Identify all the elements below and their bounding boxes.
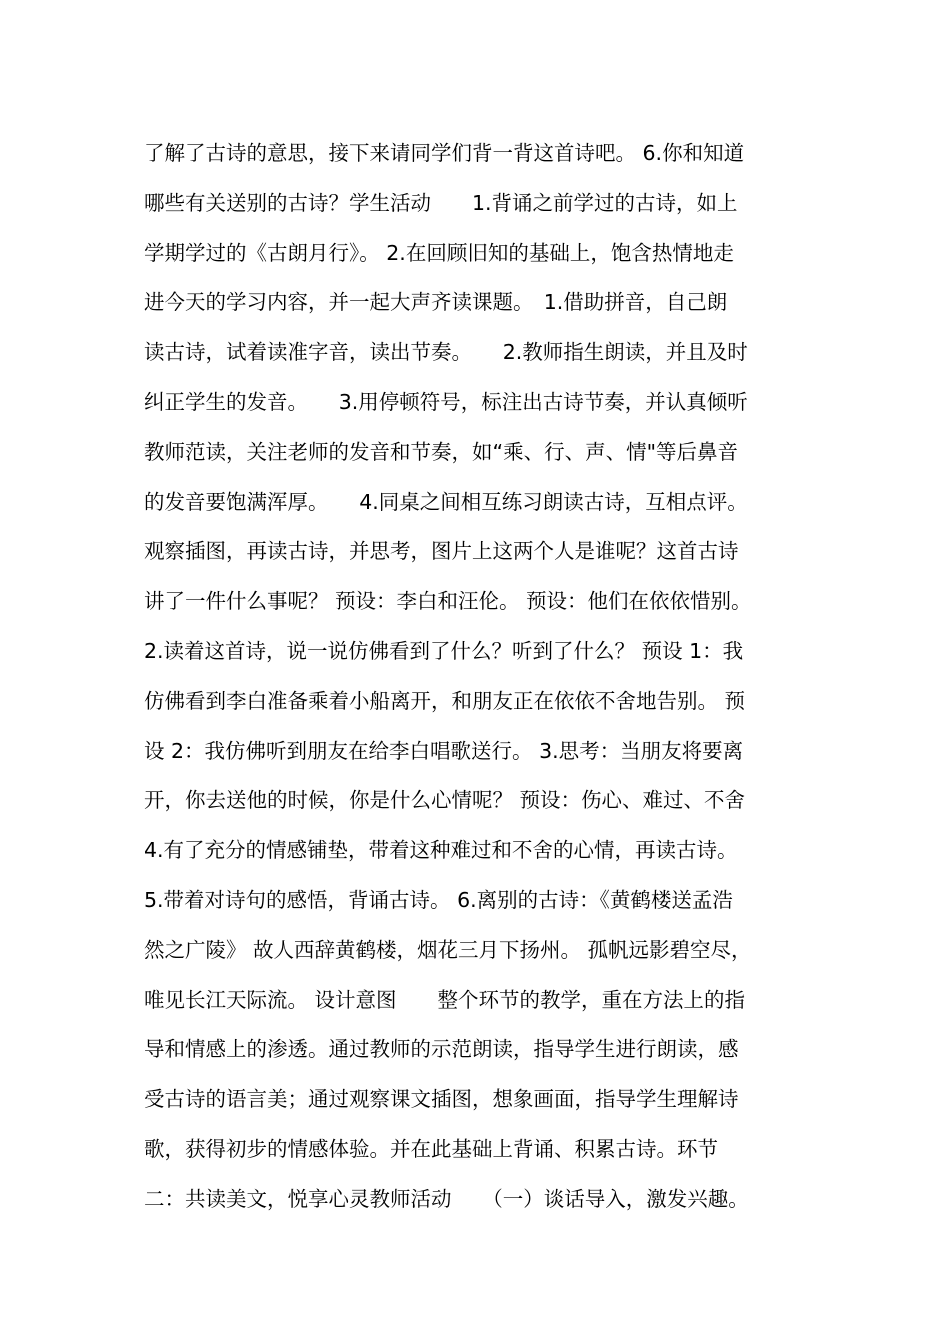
text-line: 歌，获得初步的情感体验。并在此基础上背诵、积累古诗。环节 xyxy=(144,1136,718,1161)
text-line: 受古诗的语言美；通过观察课文插图，想象画面，指导学生理解诗 xyxy=(144,1087,739,1112)
text-line: 进今天的学习内容，并一起大声齐读课题。 1.借助拼音，自己朗 xyxy=(144,290,728,315)
text-line: 导和情感上的渗透。通过教师的示范朗读，指导学生进行朗读，感 xyxy=(144,1037,739,1062)
text-line: 4.有了充分的情感铺垫，带着这种难过和不舍的心情，再读古诗。 xyxy=(144,838,738,863)
text-line: 5.带着对诗句的感悟，背诵古诗。 6.离别的古诗：《黄鹤楼送孟浩 xyxy=(144,887,733,912)
text-line: 观察插图，再读古诗，并思考，图片上这两个人是谁呢？这首古诗 xyxy=(144,539,739,564)
body-text xyxy=(144,129,824,1225)
text-line: 唯见长江天际流。 设计意图 整个环节的教学，重在方法上的指 xyxy=(144,987,746,1012)
text-line: 纠正学生的发音。 3.用停顿符号，标注出古诗节奏，并认真倾听 xyxy=(144,389,748,414)
text-line: 2.读着这首诗，说一说仿佛看到了什么？听到了什么？ 预设 1：我 xyxy=(144,638,744,663)
text-line: 二：共读美文，悦享心灵教师活动 （一）谈话导入，激发兴趣。 xyxy=(144,1186,749,1211)
text-line: 了解了古诗的意思，接下来请同学们背一背这首诗吧。 6.你和知道 xyxy=(144,141,745,165)
text-line: 的发音要饱满浑厚。 4.同桌之间相互练习朗读古诗，互相点评。 xyxy=(144,489,748,514)
text-line: 开，你去送他的时候，你是什么心情呢？ 预设：伤心、难过、不舍 xyxy=(144,788,746,813)
text-line: 设 2：我仿佛听到朋友在给李白唱歌送行。 3.思考：当朋友将要离 xyxy=(144,738,744,763)
text-line: 仿佛看到李白准备乘着小船离开，和朋友正在依依不舍地告别。 预 xyxy=(144,688,746,713)
text-line: 然之广陵》 故人西辞黄鹤楼，烟花三月下扬州。 孤帆远影碧空尽， xyxy=(144,937,752,962)
text-line: 读古诗，试着读准字音，读出节奏。 2.教师指生朗读，并且及时 xyxy=(144,340,748,365)
text-line: 哪些有关送别的古诗？学生活动 1.背诵之前学过的古诗，如上 xyxy=(144,190,738,215)
text-line: 讲了一件什么事呢？ 预设：李白和汪伦。 预设：他们在依依惜别。 xyxy=(144,589,752,614)
text-line: 学期学过的《古朗月行》。 2.在回顾旧知的基础上，饱含热情地走 xyxy=(144,240,734,265)
text-line: 教师范读，关注老师的发音和节奏，如“乘、行、声、情"等后鼻音 xyxy=(144,439,739,464)
